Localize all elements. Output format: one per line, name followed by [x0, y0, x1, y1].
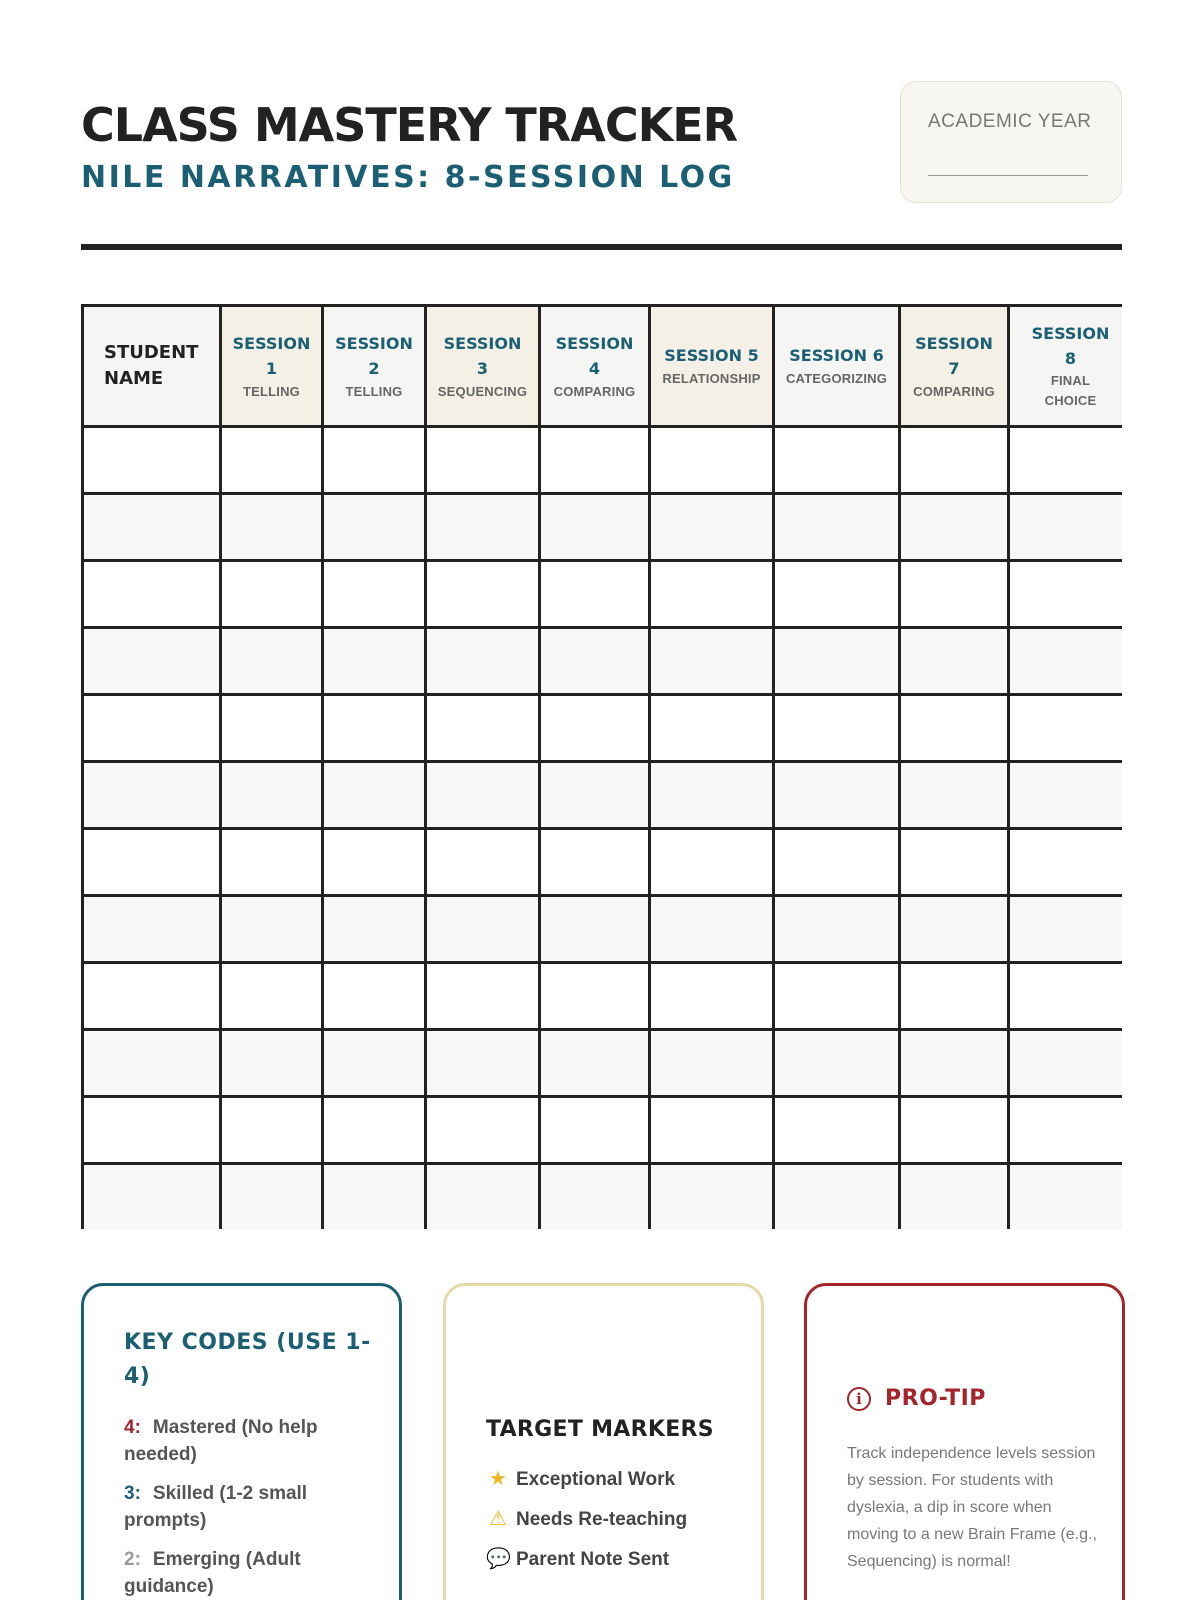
score-cell[interactable] [323, 762, 426, 829]
score-cell[interactable] [540, 628, 650, 695]
score-cell[interactable] [900, 762, 1009, 829]
key-codes-title: KEY CODES (USE 1-4) [124, 1330, 371, 1389]
table-row [83, 1164, 1123, 1230]
star-icon: ★ [489, 1468, 507, 1490]
student-name-cell[interactable] [83, 1097, 221, 1164]
score-cell[interactable] [650, 561, 774, 628]
score-cell[interactable] [900, 1097, 1009, 1164]
session-4-header: SESSION 4 COMPARING [540, 306, 650, 427]
score-cell[interactable] [900, 963, 1009, 1030]
table-row [83, 762, 1123, 829]
score-cell[interactable] [426, 829, 540, 896]
score-cell[interactable] [221, 427, 323, 494]
score-cell[interactable] [221, 896, 323, 963]
score-cell[interactable] [650, 896, 774, 963]
score-cell[interactable] [774, 628, 900, 695]
score-cell[interactable] [221, 762, 323, 829]
score-cell[interactable] [650, 829, 774, 896]
pro-tip-card [804, 1283, 1125, 1600]
score-cell[interactable] [1009, 695, 1123, 762]
student-name-cell[interactable] [83, 1030, 221, 1097]
score-cell[interactable] [900, 494, 1009, 561]
score-cell[interactable] [650, 1164, 774, 1230]
session-3-header: SESSION 3 SEQUENCING [426, 306, 540, 427]
score-cell[interactable] [323, 963, 426, 1030]
mastery-table [81, 304, 1122, 1229]
academic-year-write-line[interactable] [928, 175, 1088, 176]
target-markers-card [443, 1283, 764, 1600]
score-cell[interactable] [221, 829, 323, 896]
target-marker-item: ⚠ Needs Re-teaching [486, 1506, 687, 1531]
score-cell[interactable] [323, 427, 426, 494]
session-7-header: SESSION 7 COMPARING [900, 306, 1009, 427]
score-cell[interactable] [1009, 896, 1123, 963]
pro-tip-heading [847, 1386, 986, 1411]
student-name-cell[interactable] [83, 1164, 221, 1230]
score-cell[interactable] [774, 1097, 900, 1164]
score-cell[interactable] [221, 1164, 323, 1230]
student-name-header: STUDENT NAME [83, 306, 221, 427]
score-cell[interactable] [540, 963, 650, 1030]
header-divider [81, 244, 1122, 250]
score-cell[interactable] [900, 1164, 1009, 1230]
session-8-header: SESSION 8 FINAL CHOICE [1009, 306, 1123, 427]
score-cell[interactable] [323, 1030, 426, 1097]
score-cell[interactable] [426, 427, 540, 494]
table-row [83, 896, 1123, 963]
score-cell[interactable] [221, 695, 323, 762]
score-cell[interactable] [650, 963, 774, 1030]
score-cell[interactable] [774, 963, 900, 1030]
score-cell[interactable] [323, 561, 426, 628]
score-cell[interactable] [1009, 494, 1123, 561]
score-cell[interactable] [774, 494, 900, 561]
score-cell[interactable] [1009, 1164, 1123, 1230]
score-cell[interactable] [540, 561, 650, 628]
score-cell[interactable] [540, 829, 650, 896]
target-marker-item: ★ Exceptional Work [486, 1466, 675, 1491]
chat-bubble-icon: 💬 [486, 1548, 511, 1570]
score-cell[interactable] [323, 1097, 426, 1164]
table-row [83, 829, 1123, 896]
score-cell[interactable] [650, 494, 774, 561]
academic-year-label: ACADEMIC YEAR [928, 111, 1092, 132]
score-cell[interactable] [426, 1030, 540, 1097]
student-name-cell[interactable] [83, 561, 221, 628]
score-cell[interactable] [323, 695, 426, 762]
score-cell[interactable] [426, 695, 540, 762]
table-row [83, 561, 1123, 628]
page-subtitle: NILE NARRATIVES: 8-SESSION LOG [81, 160, 735, 195]
score-cell[interactable] [323, 829, 426, 896]
academic-year-box [900, 81, 1122, 203]
score-cell[interactable] [426, 1164, 540, 1230]
score-cell[interactable] [540, 762, 650, 829]
table-row [83, 695, 1123, 762]
student-name-cell[interactable] [83, 427, 221, 494]
student-name-cell[interactable] [83, 896, 221, 963]
table-row [83, 1097, 1123, 1164]
score-cell[interactable] [774, 829, 900, 896]
table-row [83, 427, 1123, 494]
score-cell[interactable] [426, 494, 540, 561]
mastery-grid [81, 304, 1122, 1229]
score-cell[interactable] [323, 896, 426, 963]
score-cell[interactable] [900, 829, 1009, 896]
score-cell[interactable] [540, 427, 650, 494]
score-cell[interactable] [426, 762, 540, 829]
score-cell[interactable] [221, 628, 323, 695]
score-cell[interactable] [650, 628, 774, 695]
target-marker-item: 💬 Parent Note Sent [486, 1548, 670, 1570]
key-code-item: 4: Mastered (No help needed) [124, 1417, 318, 1465]
key-code-item: 3: Skilled (1-2 small prompts) [124, 1483, 308, 1531]
score-cell[interactable] [650, 427, 774, 494]
score-cell[interactable] [540, 1030, 650, 1097]
score-cell[interactable] [1009, 561, 1123, 628]
score-cell[interactable] [774, 896, 900, 963]
score-cell[interactable] [1009, 1097, 1123, 1164]
pro-tip-text: Track independence levels session by session. For students with dyslexia, a dip in score when moving to a new Brain Frame (e.g., Sequencing) is normal! [847, 1445, 1097, 1570]
score-cell[interactable] [323, 494, 426, 561]
student-name-cell[interactable] [83, 829, 221, 896]
score-cell[interactable] [221, 963, 323, 1030]
score-cell[interactable] [650, 762, 774, 829]
student-name-cell[interactable] [83, 628, 221, 695]
score-cell[interactable] [774, 561, 900, 628]
info-icon: i [847, 1387, 871, 1411]
table-body [83, 427, 1123, 1230]
score-cell[interactable] [1009, 427, 1123, 494]
target-markers-title: TARGET MARKERS [486, 1417, 714, 1442]
score-cell[interactable] [650, 695, 774, 762]
session-6-header: SESSION 6 CATEGORIZING [774, 306, 900, 427]
score-cell[interactable] [221, 1097, 323, 1164]
student-name-cell[interactable] [83, 762, 221, 829]
score-cell[interactable] [323, 628, 426, 695]
score-cell[interactable] [221, 561, 323, 628]
score-cell[interactable] [1009, 628, 1123, 695]
score-cell[interactable] [774, 1030, 900, 1097]
score-cell[interactable] [650, 1097, 774, 1164]
score-cell[interactable] [426, 1097, 540, 1164]
score-cell[interactable] [426, 963, 540, 1030]
score-cell[interactable] [774, 427, 900, 494]
session-5-header: SESSION 5 RELATIONSHIP [650, 306, 774, 427]
student-name-cell[interactable] [83, 695, 221, 762]
score-cell[interactable] [540, 695, 650, 762]
score-cell[interactable] [426, 628, 540, 695]
score-cell[interactable] [540, 896, 650, 963]
table-row [83, 494, 1123, 561]
score-cell[interactable] [900, 896, 1009, 963]
score-cell[interactable] [540, 1164, 650, 1230]
score-cell[interactable] [221, 494, 323, 561]
score-cell[interactable] [900, 1030, 1009, 1097]
student-name-cell[interactable] [83, 963, 221, 1030]
score-cell[interactable] [221, 1030, 323, 1097]
score-cell[interactable] [540, 494, 650, 561]
score-cell[interactable] [900, 427, 1009, 494]
score-cell[interactable] [650, 1030, 774, 1097]
warning-icon: ⚠ [489, 1508, 507, 1530]
page-title: CLASS MASTERY TRACKER [81, 98, 738, 152]
score-cell[interactable] [774, 695, 900, 762]
score-cell[interactable] [900, 628, 1009, 695]
score-cell[interactable] [1009, 1030, 1123, 1097]
score-cell[interactable] [1009, 762, 1123, 829]
table-row [83, 963, 1123, 1030]
table-header-row [83, 306, 1123, 427]
score-cell[interactable] [774, 1164, 900, 1230]
score-cell[interactable] [323, 1164, 426, 1230]
score-cell[interactable] [900, 561, 1009, 628]
score-cell[interactable] [1009, 829, 1123, 896]
score-cell[interactable] [774, 762, 900, 829]
score-cell[interactable] [1009, 963, 1123, 1030]
key-codes-card [81, 1283, 402, 1600]
pro-tip-title: PRO-TIP [885, 1386, 986, 1411]
session-2-header: SESSION 2 TELLING [323, 306, 426, 427]
student-name-cell[interactable] [83, 494, 221, 561]
score-cell[interactable] [900, 695, 1009, 762]
table-row [83, 1030, 1123, 1097]
score-cell[interactable] [426, 561, 540, 628]
score-cell[interactable] [426, 896, 540, 963]
table-row [83, 628, 1123, 695]
score-cell[interactable] [540, 1097, 650, 1164]
session-1-header: SESSION 1 TELLING [221, 306, 323, 427]
key-code-item: 2: Emerging (Adult guidance) [124, 1549, 301, 1597]
